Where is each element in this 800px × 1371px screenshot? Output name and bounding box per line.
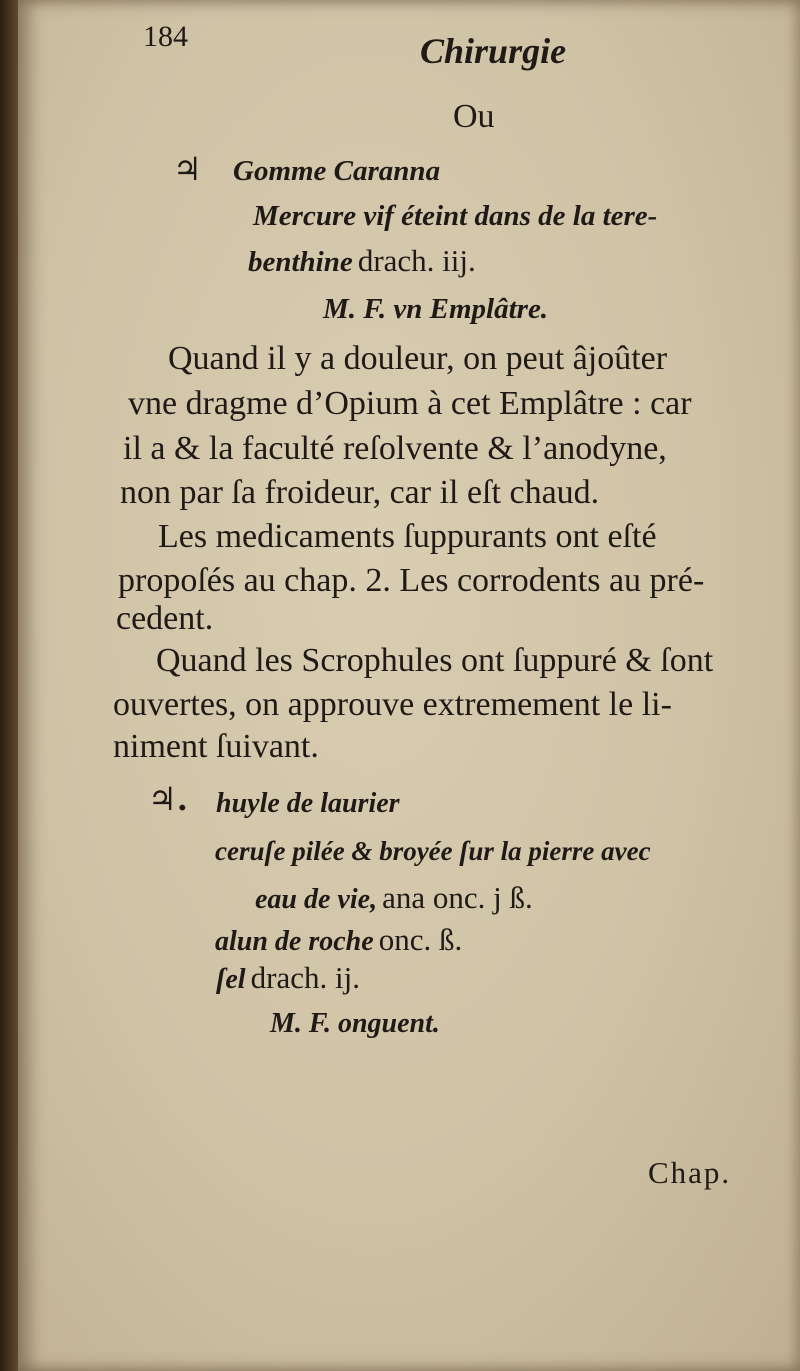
formula2-line3 (255, 880, 533, 916)
formula1-line2: Mercure vif éteint dans de la tere- (253, 200, 658, 232)
formula1-line3-italic: benthine (248, 246, 353, 278)
formula1-line1: Gomme Caranna (233, 155, 441, 187)
page-number: 184 (143, 20, 188, 53)
para2-line3: cedent. (116, 600, 214, 637)
para3-line2: ouvertes, on approuve extremement le li- (113, 686, 672, 723)
formula2-line3-italic: eau de vie, (255, 884, 378, 915)
recipe-symbol-icon: ♃ (173, 150, 202, 188)
formula2-line3-roman: ana onc. j ß. (382, 880, 533, 915)
formula1-line3-roman: drach. iij. (357, 243, 476, 278)
formula2-line2: ceruſe pilée & broyée ſur la pierre avec (215, 836, 651, 866)
formula1-line3 (248, 243, 476, 279)
formula2-line4 (215, 922, 462, 958)
para1-line3: il a & la faculté reſolvente & l’anodyne, (123, 430, 667, 467)
book-page (18, 0, 800, 1371)
para1-line1: Quand il y a douleur, on peut âjoûter (168, 340, 668, 377)
formula2-line4-italic: alun de roche (215, 926, 374, 957)
para2-line2: propoſés au chap. 2. Les corrodents au pré- (118, 562, 705, 599)
formula1-line4: M. F. vn Emplâtre. (323, 293, 549, 325)
para1-line2: vne dragme d’Opium à cet Emplâtre : car (128, 385, 692, 422)
formula2-line5-roman: drach. ij. (250, 960, 360, 995)
formula2-line1: huyle de laurier (216, 788, 400, 819)
formula2-line4-roman: onc. ß. (378, 922, 463, 957)
formula2-line5 (216, 960, 360, 996)
para3-line1: Quand les Scrophules ont ſuppuré & ſont (156, 642, 714, 679)
formula2-line5-italic: ſel (216, 964, 246, 995)
recipe-symbol-icon-2: ♃. (148, 780, 188, 818)
running-title: Chirurgie (420, 31, 567, 71)
para2-line1: Les medicaments ſuppurants ont eſté (158, 518, 657, 555)
catchword: Chap. (648, 1155, 732, 1190)
formula2-line6: M. F. onguent. (270, 1008, 440, 1039)
para1-line4: non par ſa froideur, car il eſt chaud. (120, 474, 600, 511)
para3-line3: niment ſuivant. (113, 728, 319, 765)
ou-heading: Ou (453, 98, 495, 135)
